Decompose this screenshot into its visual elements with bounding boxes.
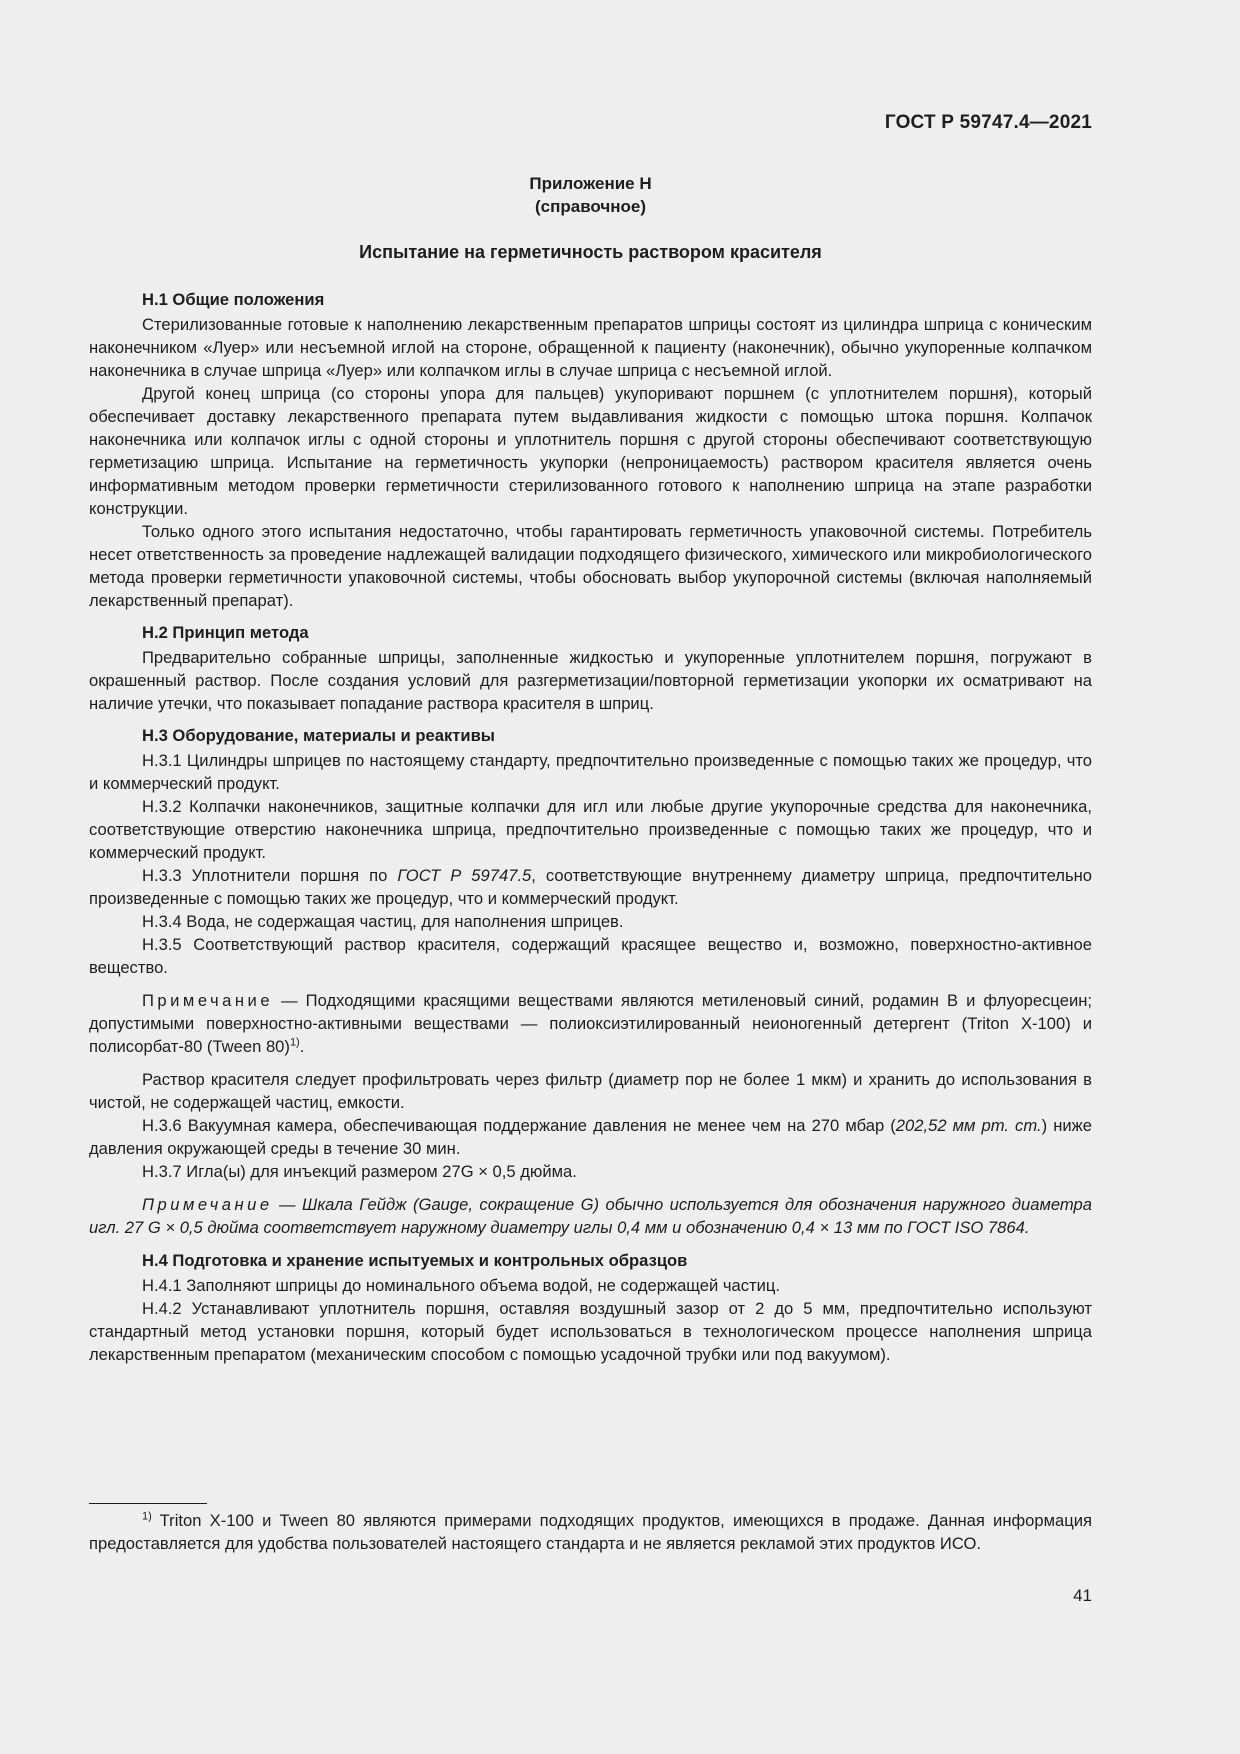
footnote — [89, 1509, 1092, 1555]
note-end: . — [299, 1037, 305, 1056]
note-label: Примечание — [142, 991, 274, 1010]
note-label: Примечание — [142, 1195, 273, 1214]
paragraph: Только одного этого испытания недостаточно, чтобы гарантировать герметичность упаковочной системы. Потребитель несет ответственность за проведение надлежащей валидации подходящего физического, химического или микробиологического метода проверки герметичности упаковочной системы, чтобы обосновать выбор укупорочной системы (включая наполняемый лекарственный препарат). — [89, 522, 1092, 610]
footnote-divider — [89, 1503, 207, 1504]
paragraph-filter: Раствор красителя следует профильтровать через фильтр (диаметр пор не более 1 мкм) и хранить до использования в чистой, не содержащей частиц, емкости. — [89, 1070, 1092, 1112]
paragraph: Другой конец шприца (со стороны упора для пальцев) укупоривают поршнем (с уплотнителем поршня), который обеспечивает доставку лекарственного препарата путем выдавливания жидкости с помощью штока поршня. Колпачок наконечника или колпачок иглы с одной стороны и уплотнитель поршня с другой стороны обеспечивают соответствующую герметизацию шприца. Испытание на герметичность укупорки (непроницаемость) раствором красителя является очень информативным методом проверки герметичности стерилизованного готового к наполнению шприца на этапе разработки конструкции. — [89, 384, 1092, 518]
text-run: Н.3.6 Вакуумная камера, обеспечивающая поддержание давления не менее чем на 270 мбар ( — [142, 1116, 896, 1135]
section-heading-h1: Н.1 Общие положения — [142, 290, 325, 309]
footnote-marker: 1) — [142, 1510, 152, 1523]
paragraph: Стерилизованные готовые к наполнению лекарственным препаратов шприцы состоят из цилиндра шприца с коническим наконечником «Луер» или несъемной иглой на стороне, обращенной к пациенту (наконечник), обычно укупоренные колпачком наконечника в случае шприца «Луер» или колпачком иглы в случае шприца с несъемной иглой. — [89, 315, 1092, 380]
text-run: ) ниже давления окружающей среды в течение 30 мин. — [89, 1116, 1092, 1158]
note-2 — [89, 1193, 1092, 1239]
note-1 — [89, 989, 1092, 1058]
item-h4-1: Н.4.1 Заполняют шприцы до номинального объема водой, не содержащей частиц. — [142, 1276, 781, 1295]
note-text: — Шкала Гейдж (Gauge, сокращение G) обычно используется для обозначения наружного диаметра игл. 27 G × 0,5 дюйма соответствует наружному диаметру иглы 0,4 мм и обозначению 0,4 × 13 мм по ГОСТ ISO 7864. — [89, 1195, 1092, 1237]
item-h3-1: Н.3.1 Цилиндры шприцев по настоящему стандарту, предпочтительно произведенные с помощью таких же процедур, что и коммерческий продукт. — [89, 751, 1092, 793]
pressure-value: 202,52 мм рт. ст. — [895, 1116, 1042, 1135]
text-run: , соответствующие внутреннему диаметру шприца, предпочтительно произведенные с помощью таких же процедур, что и коммерческий продукт. — [89, 866, 1093, 908]
item-h4-2: Н.4.2 Устанавливают уплотнитель поршня, оставляя воздушный зазор от 2 до 5 мм, предпочтительно используют стандартный метод установки поршня, который будет использоваться в технологическом процессе наполнения шприца лекарственным препаратом (механическим способом с помощью усадочной трубки или под вакуумом). — [89, 1299, 1092, 1364]
standard-reference: ГОСТ Р 59747.5 — [397, 866, 532, 885]
item-h3-2: Н.3.2 Колпачки наконечников, защитные колпачки для игл или любые другие укупорочные средства для наконечника, соответствующие отверстию наконечника шприца, предпочтительно произведенные с помощью таких же процедур, что и коммерческий продукт. — [89, 797, 1092, 862]
page-content — [89, 172, 1092, 1366]
item-h3-3 — [89, 864, 1092, 910]
section-heading-h2: Н.2 Принцип метода — [142, 623, 309, 642]
item-h3-5: Н.3.5 Соответствующий раствор красителя, содержащий красящее вещество и, возможно, поверхностно-активное вещество. — [89, 935, 1092, 977]
annex-kind: (справочное) — [534, 197, 647, 216]
note-text: — Подходящими красящими веществами являются метиленовый синий, родамин В и флуоресцеин; допустимыми поверхностно-активными веществами — полиоксиэтилированный неионогенный детергент (Triton X-100) и полисорбат-80 (Tween 80) — [89, 991, 1092, 1056]
footnote-marker: 1) — [289, 1036, 300, 1049]
section-heading-h3: Н.3 Оборудование, материалы и реактивы — [142, 726, 495, 745]
item-h3-4: Н.3.4 Вода, не содержащая частиц, для наполнения шприцев. — [142, 912, 624, 931]
paragraph: Предварительно собранные шприцы, заполненные жидкостью и укупоренные уплотнителем поршня, погружают в окрашенный раствор. После создания условий для разгерметизации/повторной герметизации укопорки их осматривают на наличие утечки, что показывает попадание раствора красителя в шприц. — [89, 648, 1092, 713]
document-code: ГОСТ Р 59747.4—2021 — [884, 112, 1092, 133]
annex-title: Испытание на герметичность раствором красителя — [359, 242, 822, 262]
text-run: Н.3.3 Уплотнители поршня по — [142, 866, 398, 885]
page-number: 41 — [1073, 1586, 1092, 1605]
section-heading-h4: Н.4 Подготовка и хранение испытуемых и контрольных образцов — [142, 1251, 688, 1270]
annex-label: Приложение Н — [529, 174, 652, 193]
footnote-text: Triton X-100 и Tween 80 являются примерами подходящих продуктов, имеющихся в продаже. Данная информация предоставляется для удобства пользователей настоящего стандарта и не является рекламой этих продуктов ИСО. — [89, 1511, 1092, 1553]
item-h3-6 — [89, 1114, 1092, 1160]
item-h3-7: Н.3.7 Игла(ы) для инъекций размером 27G × 0,5 дюйма. — [142, 1162, 577, 1181]
